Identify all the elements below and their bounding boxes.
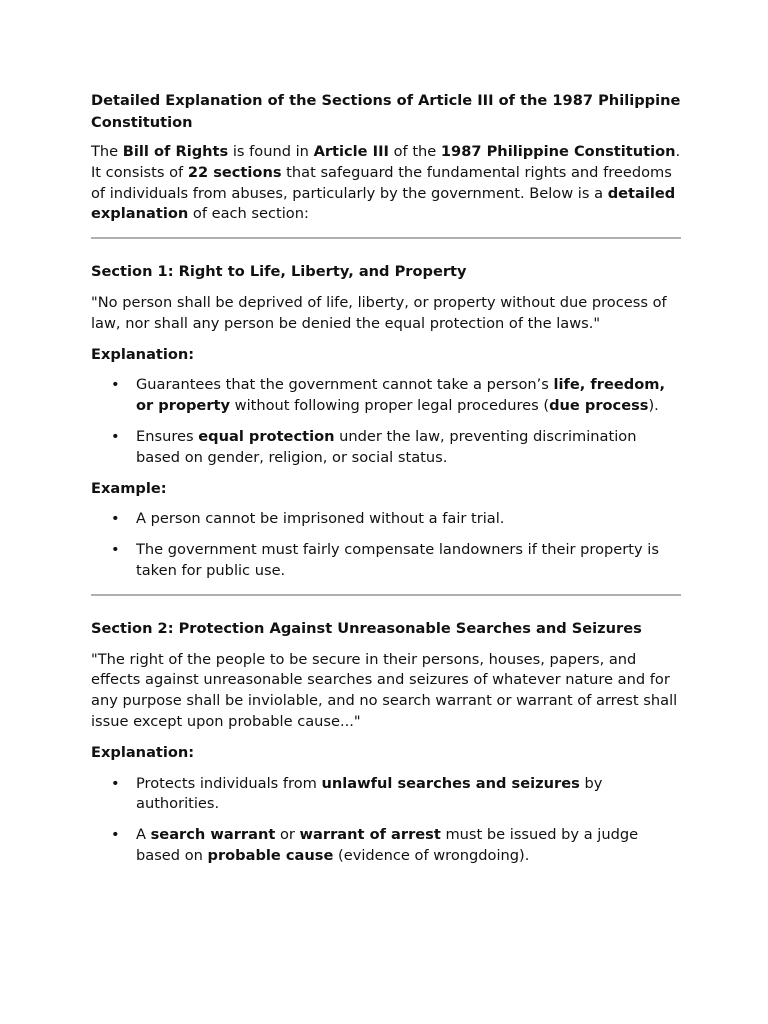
list-item-text: A person cannot be imprisoned without a fair trial.: [136, 510, 505, 528]
bold-text: Bill of Rights: [122, 143, 229, 160]
list-item: [91, 427, 681, 469]
bullet-icon: •: [111, 826, 120, 844]
section-quote: "The right of the people to be secure in their persons, houses, papers, and effects against unreasonable searches and seizures of whatever nature and for any purpose shall be inviolable, and no search warrant or warrant of arrest shall issue except upon probable cause...": [91, 650, 678, 730]
section-2: [91, 619, 681, 867]
bold-text: due process: [549, 397, 649, 415]
bold-text: detailed explanation: [91, 184, 676, 223]
bullet-icon: •: [111, 510, 120, 528]
list-item-text: Ensures equal protection under the law, preventing discrimination based on gender, religion, or social status.: [136, 427, 637, 466]
list-item: [91, 509, 681, 530]
example-label: Example:: [91, 479, 167, 497]
section-heading: Section 2: Protection Against Unreasonable Searches and Seizures: [91, 619, 642, 637]
explanation-label: Explanation:: [91, 345, 195, 363]
list-item-text: The government must fairly compensate landowners if their property is taken for public use.: [136, 541, 659, 579]
bold-text: probable cause: [207, 846, 334, 864]
section-quote: "No person shall be deprived of life, liberty, or property without due process of law, nor shall any person be denied the equal protection of the laws.": [91, 293, 667, 332]
bullet-icon: •: [111, 427, 120, 445]
list-item-text: Protects individuals from unlawful searches and seizures by authorities.: [136, 774, 603, 813]
bold-text: unlawful searches and seizures: [321, 774, 580, 792]
bold-text: equal protection: [198, 427, 335, 445]
bold-text: 22 sections: [187, 163, 282, 181]
document-title: Detailed Explanation of the Sections of Article III of the 1987 Philippine Constitution: [91, 92, 681, 131]
divider: [91, 594, 681, 596]
list-item-text: A search warrant or warrant of arrest must be issued by a judge based on probable cause (evidence of wrongdoing).: [136, 826, 639, 864]
explanation-list: [91, 774, 681, 867]
bullet-icon: •: [111, 774, 120, 792]
intro-paragraph: The Bill of Rights is found in Article III of the 1987 Philippine Constitution. It consists of 22 sections that safeguard the fundamental rights and freedoms of individuals from abuses, particularly by the government. Below is a detailed explanation of each section:: [91, 143, 681, 223]
divider: [91, 237, 681, 239]
bold-text: Article III: [313, 143, 389, 160]
bullet-icon: •: [111, 541, 120, 559]
list-item-text: Guarantees that the government cannot take a person’s life, freedom, or property without following proper legal procedures (due process).: [136, 376, 665, 415]
bold-text: warrant of arrest: [299, 826, 441, 844]
section-1: [91, 262, 681, 582]
explanation-label: Explanation:: [91, 743, 195, 761]
example-list: [91, 509, 681, 581]
section-heading: Section 1: Right to Life, Liberty, and Property: [91, 263, 467, 281]
bold-text: life, freedom, or property: [136, 376, 665, 415]
bullet-icon: •: [111, 376, 120, 394]
list-item: [91, 375, 681, 417]
list-item: [91, 540, 681, 582]
bold-text: search warrant: [150, 826, 276, 844]
document-page: [91, 90, 681, 877]
explanation-list: [91, 375, 681, 468]
list-item: [91, 774, 681, 816]
bold-text: 1987 Philippine Constitution: [440, 143, 676, 160]
list-item: [91, 825, 681, 867]
